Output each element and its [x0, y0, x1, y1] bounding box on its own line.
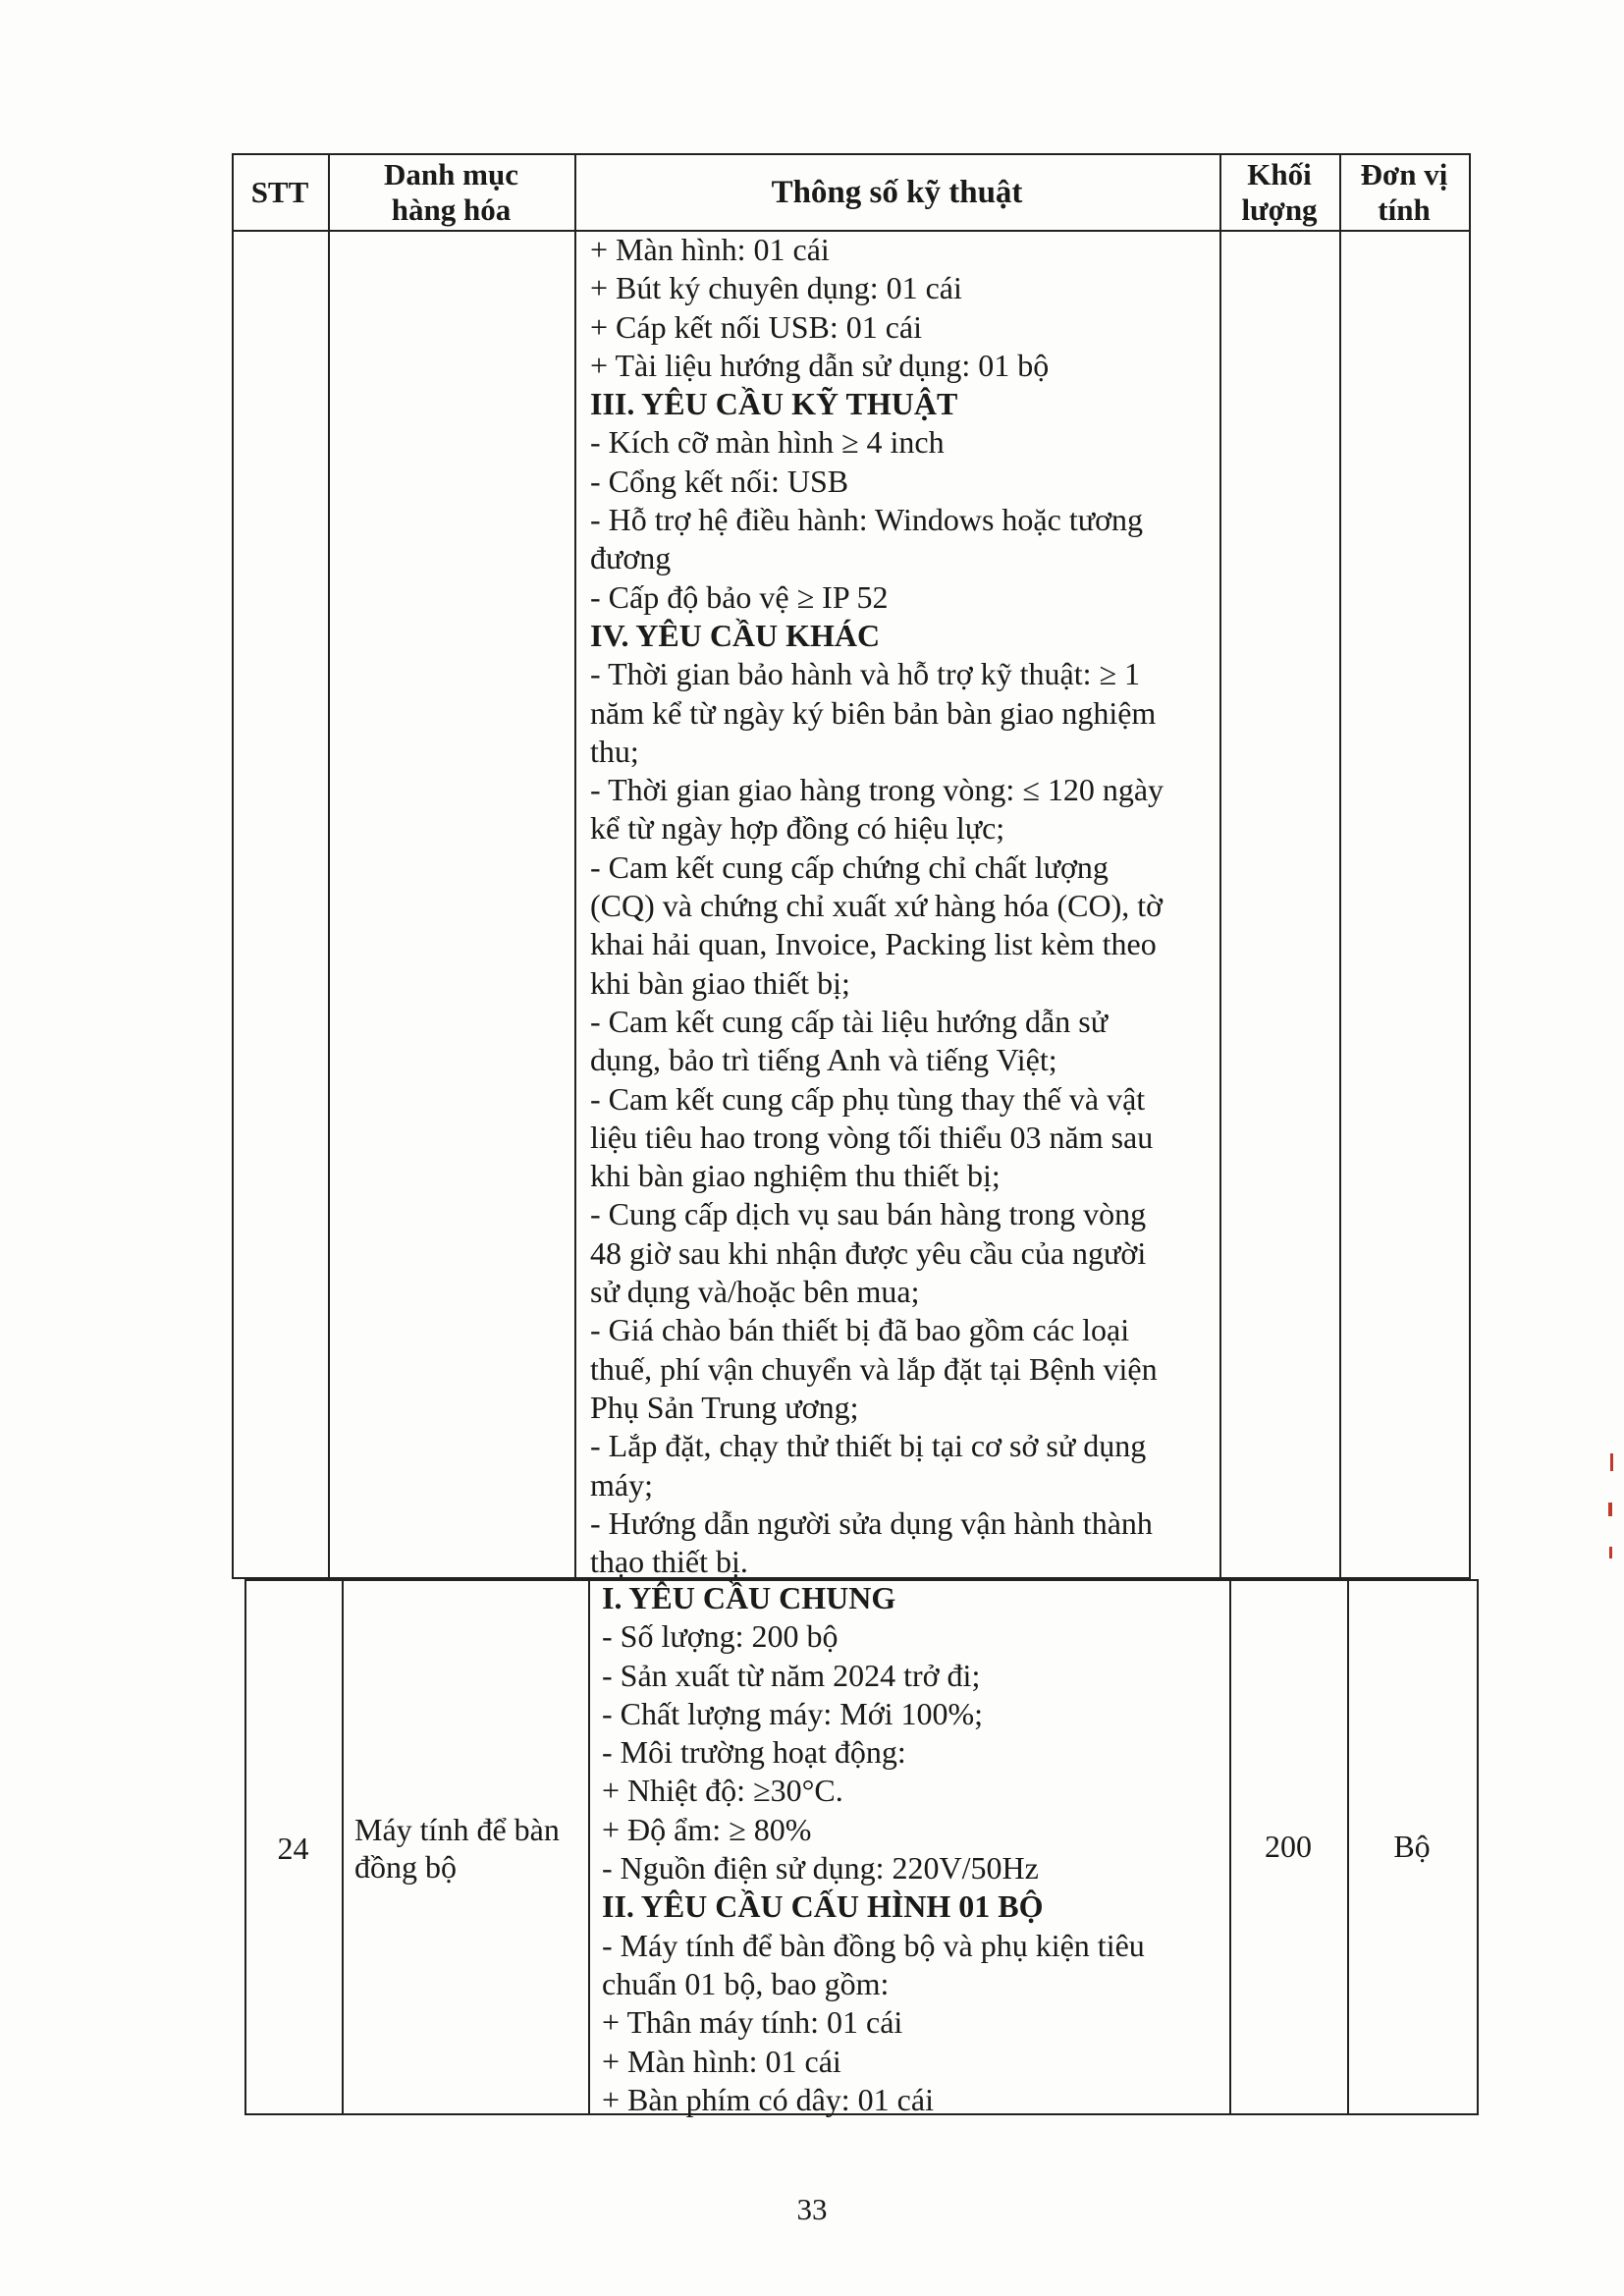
row24-unit: Bộ: [1393, 1829, 1431, 1864]
spec-cell-row24: [602, 1579, 1220, 2119]
spec-line: chuẩn 01 bộ, bao gồm:: [602, 1965, 890, 2001]
table-header-top-border: [232, 153, 1471, 155]
header-stt: STT: [250, 175, 309, 209]
spec-line: khi bàn giao nghiệm thu thiết bị;: [590, 1158, 1001, 1194]
spec-line: + Bút ký chuyên dụng: 01 cái: [590, 270, 962, 306]
spec-line: (CQ) và chứng chỉ xuất xứ hàng hóa (CO), tờ: [590, 888, 1164, 924]
spec-line: sử dụng và/hoặc bên mua;: [590, 1274, 920, 1310]
spec-line: - Cam kết cung cấp chứng chỉ chất lượng: [590, 848, 1109, 885]
row24-name-line2: đồng bộ: [354, 1849, 457, 1885]
header-khoi-luong: [1219, 157, 1339, 228]
spec-section-heading: I. YÊU CẦU CHUNG: [602, 1580, 896, 1615]
row24-name: [354, 1811, 586, 1886]
spec-line: khai hải quan, Invoice, Packing list kèm theo: [590, 926, 1157, 962]
spec-line: Phụ Sản Trung ương;: [590, 1389, 859, 1425]
spec-line: - Số lượng: 200 bộ: [602, 1618, 839, 1655]
spec-line: + Tài liệu hướng dẫn sử dụng: 01 bộ: [590, 347, 1050, 383]
spec-line: - Cung cấp dịch vụ sau bán hàng trong vòng: [590, 1196, 1147, 1232]
spec-line: thạo thiết bị.: [590, 1544, 748, 1580]
spec-line: + Bàn phím có dây: 01 cái: [602, 2081, 934, 2117]
header-khoi-luong-line1: Khối: [1247, 157, 1312, 191]
spec-line: - Cam kết cung cấp phụ tùng thay thế và vật: [590, 1080, 1146, 1117]
spec-line: - Thời gian giao hàng trong vòng: ≤ 120 ngày: [590, 772, 1164, 808]
spec-line: thuế, phí vận chuyển và lắp đặt tại Bệnh viện: [590, 1350, 1158, 1387]
header-danh-muc: [328, 157, 574, 228]
spec-line: + Độ ẩm: ≥ 80%: [602, 1811, 812, 1847]
header-khoi-luong-line2: lượng: [1241, 192, 1318, 227]
spec-line: - Giá chào bán thiết bị đã bao gồm các loại: [590, 1312, 1130, 1348]
spec-line: - Cấp độ bảo vệ ≥ IP 52: [590, 578, 889, 615]
scan-edge-mark: [1609, 1547, 1612, 1558]
spec-line: - Cổng kết nối: USB: [590, 463, 849, 499]
spec-line: thu;: [590, 733, 639, 769]
spec-line: liệu tiêu hao trong vòng tối thiểu 03 năm sau: [590, 1119, 1154, 1155]
spec-line: + Màn hình: 01 cái: [590, 232, 830, 267]
spec-line: - Kích cỡ màn hình ≥ 4 inch: [590, 424, 945, 461]
spec-line: + Cáp kết nối USB: 01 cái: [590, 308, 923, 345]
page-number: 33: [796, 2192, 828, 2226]
header-don-vi-line1: Đơn vị: [1360, 157, 1448, 191]
spec-section-heading: IV. YÊU CẦU KHÁC: [590, 617, 881, 653]
spec-line: - Chất lượng máy: Mới 100%;: [602, 1695, 984, 1731]
spec-line: máy;: [590, 1466, 653, 1503]
header-danh-muc-line1: Danh mục: [384, 157, 518, 191]
spec-section-heading: III. YÊU CẦU KỸ THUẬT: [590, 386, 958, 422]
table2-right-border: [1477, 1579, 1479, 2115]
spec-line: dụng, bảo trì tiếng Anh và tiếng Việt;: [590, 1042, 1057, 1078]
spec-line: - Lắp đặt, chạy thử thiết bị tại cơ sở sử dụng: [590, 1428, 1147, 1464]
spec-line: - Sản xuất từ năm 2024 trở đi;: [602, 1657, 981, 1693]
table1-divider-1: [328, 153, 330, 1579]
scan-edge-mark: [1608, 1503, 1612, 1516]
spec-line: khi bàn giao thiết bị;: [590, 964, 850, 1001]
spec-line: năm kể từ ngày ký biên bản bàn giao nghiệm: [590, 694, 1157, 731]
header-danh-muc-line2: hàng hóa: [391, 192, 512, 227]
spec-line: - Hướng dẫn người sửa dụng vận hành thành: [590, 1504, 1153, 1541]
spec-line: - Máy tính để bàn đồng bộ và phụ kiện tiêu: [602, 1927, 1145, 1963]
spec-line: đương: [590, 540, 672, 576]
spec-line: kể từ ngày hợp đồng có hiệu lực;: [590, 810, 1005, 847]
table2-divider-2: [588, 1579, 590, 2115]
spec-line: - Cam kết cung cấp tài liệu hướng dẫn sử: [590, 1003, 1109, 1039]
spec-line: 48 giờ sau khi nhận được yêu cầu của người: [590, 1234, 1147, 1271]
table1-divider-4: [1339, 153, 1341, 1579]
header-thong-so: Thông số kỹ thuật: [771, 175, 1023, 210]
spec-line: + Màn hình: 01 cái: [602, 2043, 841, 2079]
spec-line: - Thời gian bảo hành và hỗ trợ kỹ thuật: ≥ 1: [590, 656, 1141, 692]
scan-edge-mark: [1610, 1453, 1613, 1471]
spec-section-heading: II. YÊU CẦU CẤU HÌNH 01 BỘ: [602, 1888, 1044, 1925]
row24-quantity: 200: [1265, 1829, 1312, 1864]
table1-divider-3: [1219, 153, 1221, 1579]
table2-divider-1: [342, 1579, 344, 2115]
header-don-vi-line2: tính: [1378, 192, 1431, 227]
spec-cell-continued: [590, 231, 1209, 1581]
header-don-vi: [1339, 157, 1469, 228]
row24-name-line1: Máy tính để bàn: [354, 1812, 560, 1847]
table1-left-border: [232, 153, 234, 1579]
spec-line: + Thân máy tính: 01 cái: [602, 2004, 903, 2041]
spec-line: - Môi trường hoạt động:: [602, 1734, 906, 1771]
table1-right-border: [1469, 153, 1471, 1579]
spec-line: - Nguồn điện sử dụng: 220V/50Hz: [602, 1850, 1039, 1886]
table1-divider-2: [574, 153, 576, 1579]
spec-line: + Nhiệt độ: ≥30°C.: [602, 1773, 843, 1809]
row24-stt: 24: [277, 1831, 309, 1866]
spec-line: - Hỗ trợ hệ điều hành: Windows hoặc tương: [590, 502, 1143, 538]
